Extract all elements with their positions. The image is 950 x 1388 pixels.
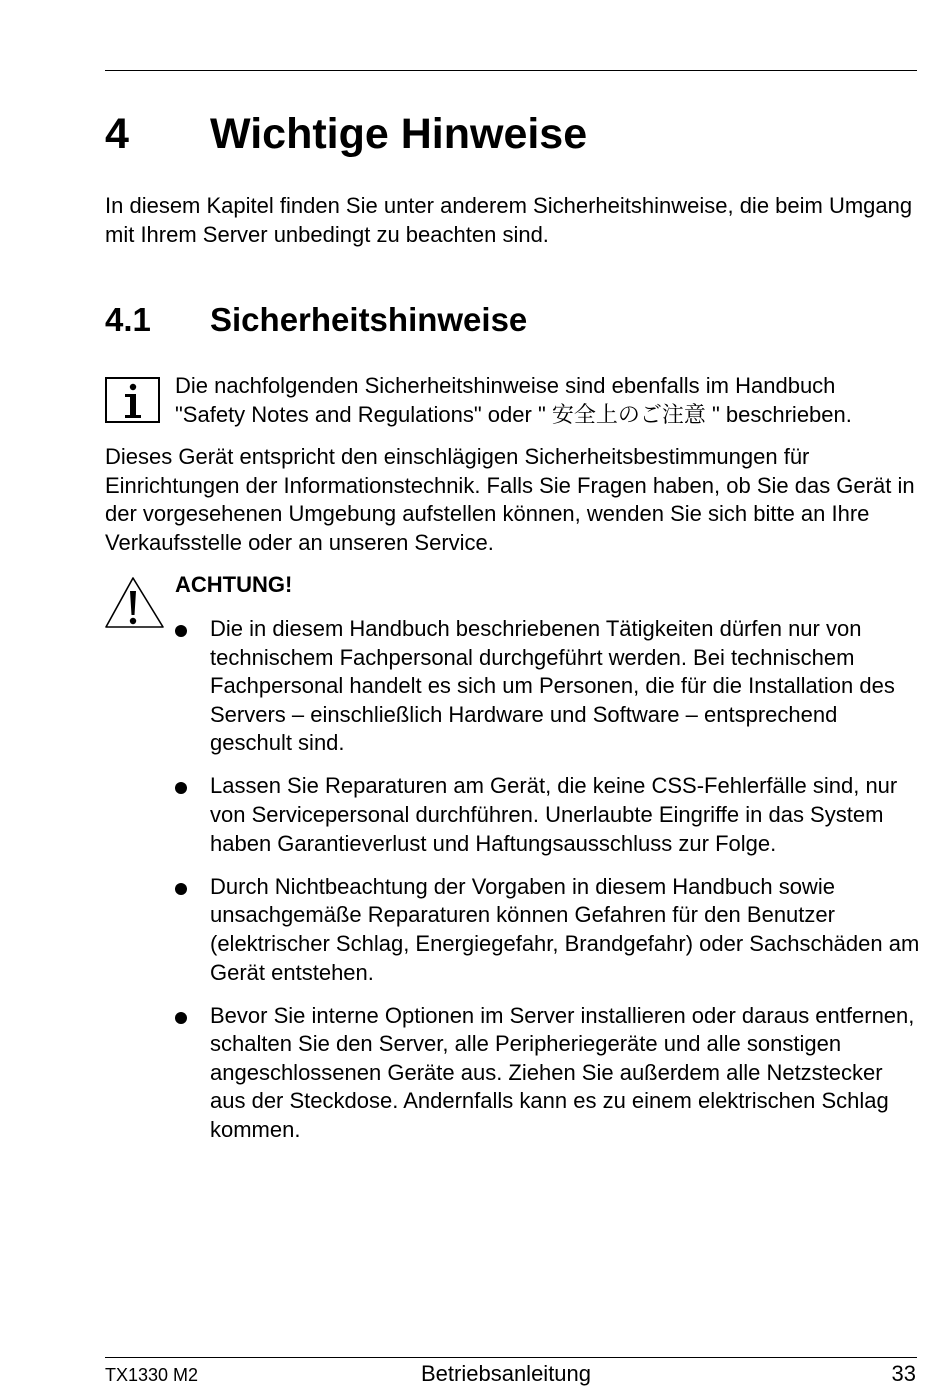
footer-rule — [105, 1357, 917, 1358]
info-note-line-2: "Safety Notes and Regulations" oder " 安全上のご注意 " beschrieben. — [175, 401, 852, 427]
footer-model: TX1330 M2 — [105, 1365, 199, 1385]
footer-doc-title: Betriebsanleitung — [421, 1361, 592, 1386]
list-item-text: Bevor Sie interne Optionen im Server installieren oder daraus entfernen, schalten Sie den Server, alle Peripheriegeräte und alle sonstigen angeschlossenen Geräte aus. Ziehen Sie außerdem alle Netzstecker aus der Steckdose. Andernfalls kann es zu einem elektrischen Schlag kommen. — [210, 1002, 915, 1142]
page-number: 33 — [891, 1361, 916, 1386]
chapter-number: 4 — [105, 110, 129, 158]
section-title: Sicherheitshinweise — [210, 301, 528, 338]
body-paragraph: Dieses Gerät entspricht den einschlägigen Sicherheitsbestimmungen für Einrichtungen der Informationstechnik. Falls Sie Fragen haben, ob Sie das Gerät in der vorgesehenen Umgebung aufstellen können, wenden Sie sich bitte an Ihre Verkaufsstelle oder an unseren Service. — [105, 444, 915, 555]
header-rule — [105, 70, 917, 71]
bullet-icon — [175, 1012, 187, 1024]
bullet-icon — [175, 782, 187, 794]
warning-title: ACHTUNG! — [175, 572, 293, 597]
list-item-text: Die in diesem Handbuch beschriebenen Tätigkeiten dürfen nur von technischem Fachpersonal durchgeführt werden. Bei technischem Fachpersonal handelt es sich um Personen, die für die Installation des Servers – einschließlich Hardware und Software – entsprechend geschult sind. — [210, 616, 895, 756]
list-item — [175, 772, 920, 858]
list-item — [175, 873, 920, 987]
list-item — [175, 615, 920, 758]
section-heading — [105, 298, 527, 342]
section-number: 4.1 — [105, 301, 151, 338]
list-item-text: Lassen Sie Reparaturen am Gerät, die keine CSS-Fehlerfälle sind, nur von Servicepersonal durchführen. Unerlaubte Eingriffe in das System haben Garantieverlust und Haftungsausschluss zur Folge. — [210, 773, 898, 856]
bullet-icon — [175, 625, 187, 637]
info-icon — [105, 377, 160, 423]
warning-icon — [104, 574, 166, 632]
chapter-heading — [105, 106, 587, 162]
chapter-title: Wichtige Hinweise — [210, 110, 588, 158]
bullet-icon — [175, 883, 187, 895]
warning-list — [175, 615, 920, 1159]
intro-paragraph: In diesem Kapitel finden Sie unter anderem Sicherheitshinweise, die beim Umgang mit Ihrem Server unbedingt zu beachten sind. — [105, 193, 913, 247]
list-item — [175, 1002, 920, 1145]
info-note — [175, 372, 920, 429]
list-item-text: Durch Nichtbeachtung der Vorgaben in diesem Handbuch sowie unsachgemäße Reparaturen können Gefahren für den Benutzer (elektrischer Schlag, Energiegefahr, Brandgefahr) oder Sachschäden am Gerät entstehen. — [210, 873, 920, 985]
info-note-line-1: Die nachfolgenden Sicherheitshinweise sind ebenfalls im Handbuch — [175, 373, 836, 398]
